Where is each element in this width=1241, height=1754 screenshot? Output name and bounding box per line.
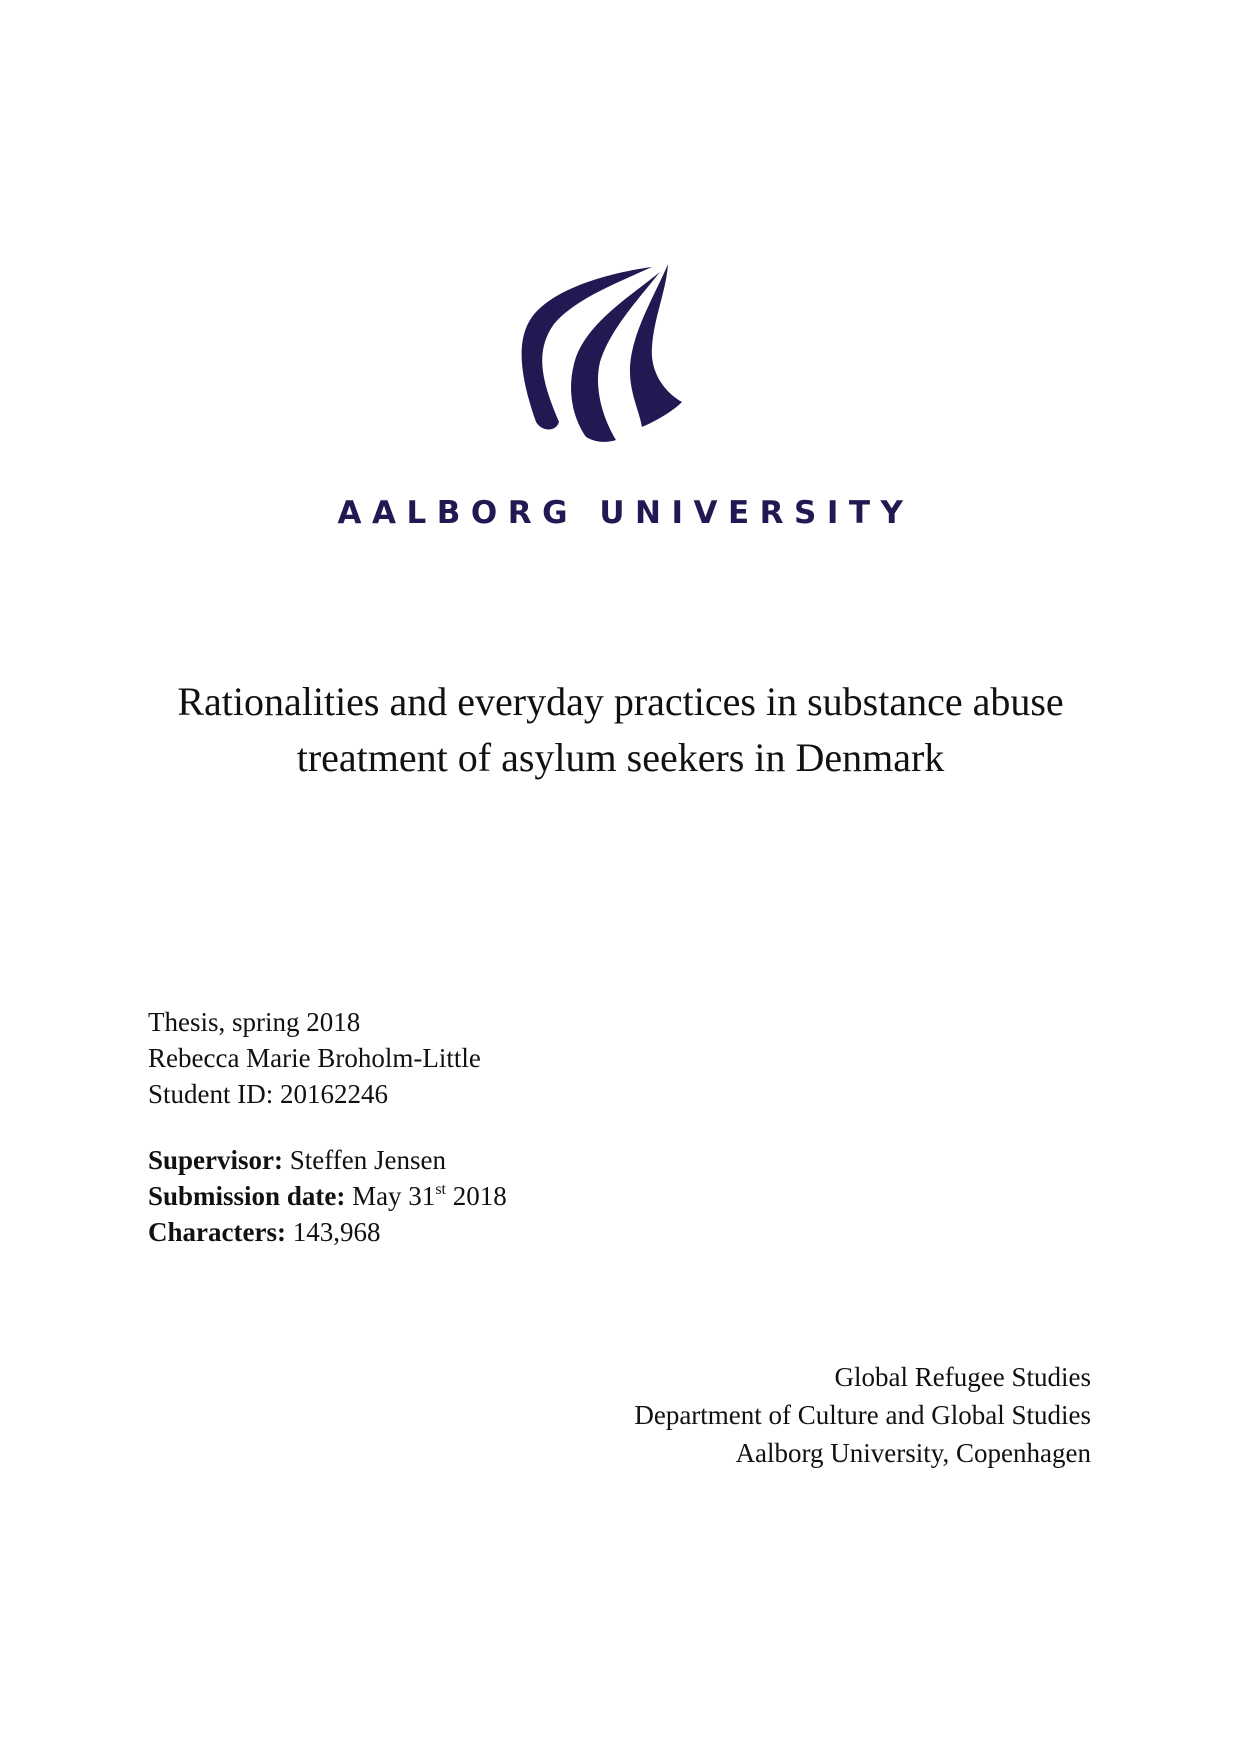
characters-value: 143,968 bbox=[292, 1217, 381, 1247]
university-name: Aalborg University, Copenhagen bbox=[735, 1438, 1091, 1468]
supervisor-row bbox=[148, 1142, 507, 1178]
characters-label: Characters: bbox=[148, 1217, 286, 1247]
author-name: Rebecca Marie Broholm-Little bbox=[148, 1043, 481, 1073]
supervisor-value: Steffen Jensen bbox=[289, 1145, 446, 1175]
title-line-1: Rationalities and everyday practices in substance abuse bbox=[177, 679, 1064, 724]
characters-row bbox=[148, 1214, 507, 1250]
title-line-2: treatment of asylum seekers in Denmark bbox=[296, 735, 945, 780]
submission-label: Submission date: bbox=[148, 1181, 346, 1211]
submission-year: 2018 bbox=[452, 1181, 507, 1211]
thesis-title bbox=[0, 674, 1241, 786]
thesis-meta bbox=[148, 1004, 507, 1250]
submission-value: May 31 bbox=[352, 1181, 436, 1211]
submission-ordinal: st bbox=[435, 1181, 446, 1198]
student-id: Student ID: 20162246 bbox=[148, 1079, 388, 1109]
program-name: Global Refugee Studies bbox=[834, 1362, 1091, 1392]
supervisor-label: Supervisor: bbox=[148, 1145, 283, 1175]
university-wordmark: AALBORG UNIVERSITY bbox=[337, 495, 914, 531]
aalborg-university-logo-mark bbox=[514, 262, 684, 442]
affiliation-block bbox=[634, 1358, 1091, 1472]
department-name: Department of Culture and Global Studies bbox=[634, 1400, 1091, 1430]
thesis-term: Thesis, spring 2018 bbox=[148, 1007, 361, 1037]
meta-spacer bbox=[148, 1112, 507, 1142]
submission-row bbox=[148, 1178, 507, 1214]
